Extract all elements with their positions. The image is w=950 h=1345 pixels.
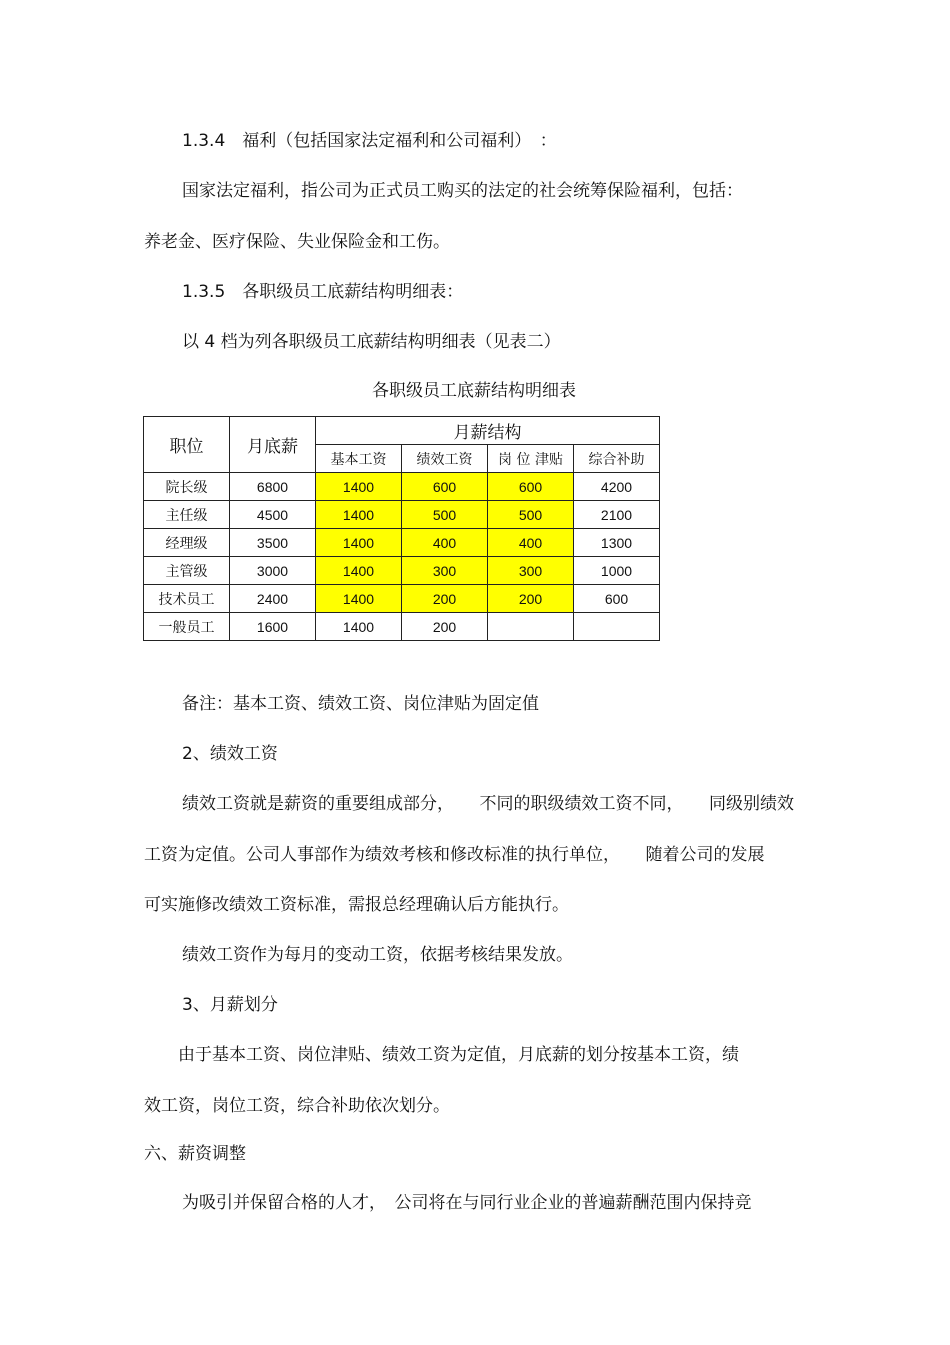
header-salary-structure: 月薪结构 bbox=[316, 417, 660, 445]
cell-basic: 1400 bbox=[316, 613, 402, 641]
table-caption: 各职级员工底薪结构明细表 bbox=[372, 381, 576, 401]
cell-allowance: 300 bbox=[488, 557, 574, 585]
paragraph-salary-adjustment: 为吸引并保留合格的人才， 公司将在与同行业企业的普遍薪酬范围内保持竞 bbox=[182, 1193, 752, 1213]
cell-base: 4500 bbox=[230, 501, 316, 529]
subheader-comprehensive-subsidy: 综合补助 bbox=[574, 445, 660, 473]
cell-base: 3000 bbox=[230, 557, 316, 585]
cell-subsidy bbox=[574, 613, 660, 641]
cell-performance: 200 bbox=[402, 585, 488, 613]
cell-allowance: 500 bbox=[488, 501, 574, 529]
cell-position: 一般员工 bbox=[144, 613, 230, 641]
table-row bbox=[144, 473, 660, 501]
cell-subsidy: 1000 bbox=[574, 557, 660, 585]
section-heading-1-3-4: 1.3.4 福利（包括国家法定福利和公司福利） ： bbox=[182, 131, 557, 151]
cell-performance: 200 bbox=[402, 613, 488, 641]
cell-subsidy: 2100 bbox=[574, 501, 660, 529]
section-heading-1-3-5: 1.3.5 各职级员工底薪结构明细表： bbox=[182, 282, 464, 302]
cell-subsidy: 1300 bbox=[574, 529, 660, 557]
table-row bbox=[144, 557, 660, 585]
cell-position: 主任级 bbox=[144, 501, 230, 529]
cell-position: 院长级 bbox=[144, 473, 230, 501]
cell-subsidy: 600 bbox=[574, 585, 660, 613]
paragraph-performance-wage-4: 绩效工资作为每月的变动工资，依据考核结果发放。 bbox=[182, 945, 573, 965]
paragraph-statutory-welfare-cont: 养老金、医疗保险、失业保险金和工伤。 bbox=[144, 232, 450, 252]
header-position: 职位 bbox=[144, 417, 230, 473]
section-heading-performance-wage: 2、绩效工资 bbox=[182, 744, 278, 764]
table-row bbox=[144, 585, 660, 613]
cell-base: 3500 bbox=[230, 529, 316, 557]
section-heading-salary-adjustment: 六、薪资调整 bbox=[144, 1144, 246, 1164]
cell-allowance: 600 bbox=[488, 473, 574, 501]
cell-basic: 1400 bbox=[316, 473, 402, 501]
section-heading-monthly-division: 3、月薪划分 bbox=[182, 995, 278, 1015]
salary-structure-table bbox=[143, 416, 660, 641]
subheader-post-allowance: 岗 位 津贴 bbox=[488, 445, 574, 473]
cell-performance: 500 bbox=[402, 501, 488, 529]
cell-base: 2400 bbox=[230, 585, 316, 613]
cell-allowance bbox=[488, 613, 574, 641]
cell-basic: 1400 bbox=[316, 585, 402, 613]
table-row bbox=[144, 529, 660, 557]
subheader-basic-wage: 基本工资 bbox=[316, 445, 402, 473]
subheader-performance-wage: 绩效工资 bbox=[402, 445, 488, 473]
paragraph-table-intro: 以 4 档为列各职级员工底薪结构明细表（见表二） bbox=[182, 332, 561, 352]
cell-basic: 1400 bbox=[316, 529, 402, 557]
table-row bbox=[144, 501, 660, 529]
cell-base: 1600 bbox=[230, 613, 316, 641]
paragraph-performance-wage-2: 工资为定值。公司人事部作为绩效考核和修改标准的执行单位， 随着公司的发展 bbox=[144, 845, 765, 865]
cell-position: 经理级 bbox=[144, 529, 230, 557]
cell-allowance: 200 bbox=[488, 585, 574, 613]
header-monthly-base: 月底薪 bbox=[230, 417, 316, 473]
paragraph-performance-wage-1: 绩效工资就是薪资的重要组成部分， 不同的职级绩效工资不同， 同级别绩效 bbox=[182, 794, 794, 814]
cell-base: 6800 bbox=[230, 473, 316, 501]
cell-performance: 400 bbox=[402, 529, 488, 557]
cell-basic: 1400 bbox=[316, 501, 402, 529]
table-note: 备注：基本工资、绩效工资、岗位津贴为固定值 bbox=[182, 694, 539, 714]
paragraph-monthly-division-2: 效工资，岗位工资，综合补助依次划分。 bbox=[144, 1096, 450, 1116]
paragraph-monthly-division-1: 由于基本工资、岗位津贴、绩效工资为定值，月底薪的划分按基本工资，绩 bbox=[178, 1045, 739, 1065]
paragraph-statutory-welfare: 国家法定福利，指公司为正式员工购买的法定的社会统筹保险福利，包括： bbox=[182, 181, 743, 201]
cell-position: 主管级 bbox=[144, 557, 230, 585]
cell-subsidy: 4200 bbox=[574, 473, 660, 501]
cell-position: 技术员工 bbox=[144, 585, 230, 613]
cell-performance: 600 bbox=[402, 473, 488, 501]
table-row bbox=[144, 613, 660, 641]
paragraph-performance-wage-3: 可实施修改绩效工资标准，需报总经理确认后方能执行。 bbox=[144, 895, 569, 915]
cell-performance: 300 bbox=[402, 557, 488, 585]
cell-basic: 1400 bbox=[316, 557, 402, 585]
cell-allowance: 400 bbox=[488, 529, 574, 557]
